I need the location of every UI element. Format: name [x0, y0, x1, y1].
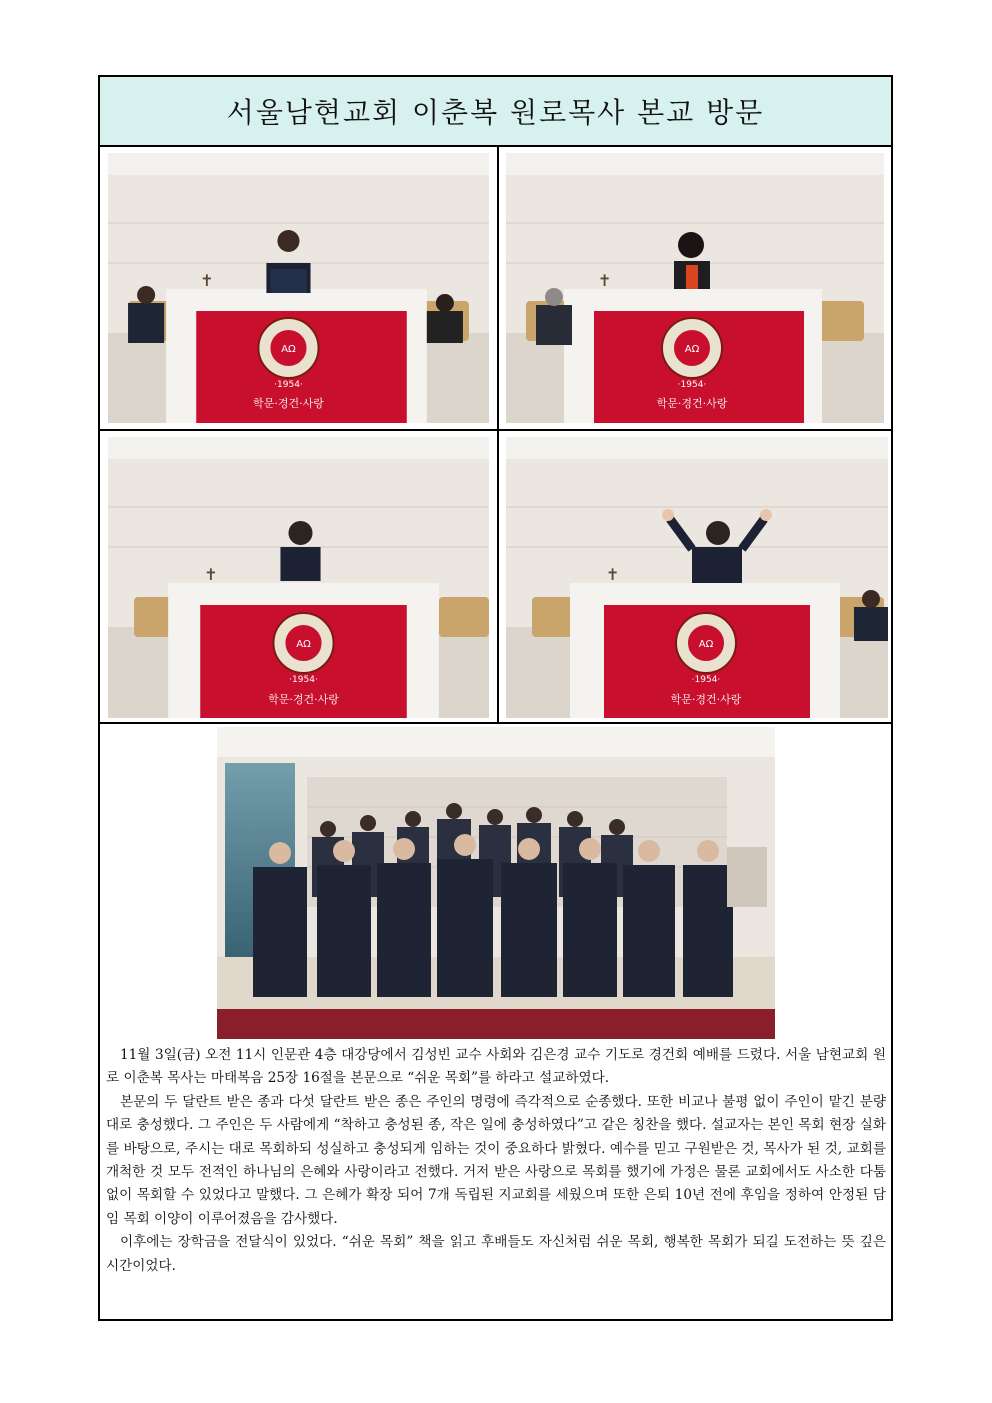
seal-symbol: AΩ	[281, 344, 296, 355]
photo-sermon-guest	[108, 437, 489, 718]
seal-symbol: AΩ	[684, 344, 700, 355]
seal-symbol: AΩ	[698, 639, 714, 650]
svg-text:✝: ✝	[606, 565, 620, 584]
banner-motto: 학문·경건·사랑	[253, 397, 324, 410]
grid-divider	[100, 722, 891, 724]
seal-year: ·1954·	[289, 675, 318, 685]
banner-motto: 학문·경건·사랑	[656, 397, 728, 410]
svg-text:✝: ✝	[200, 271, 214, 290]
paragraph: 이후에는 장학금을 전달식이 있었다. “쉬운 목회” 책을 읽고 후배들도 자신처럼 쉬운 목회, 행복한 목회가 되길 도전하는 뜻 깊은 시간이었다.	[106, 1234, 886, 1274]
grid-divider	[497, 147, 499, 724]
svg-text:✝: ✝	[204, 565, 218, 584]
title-bar	[100, 77, 891, 147]
page-title: 서울남현교회 이춘복 원로목사 본교 방문	[226, 96, 765, 129]
banner-motto: 학문·경건·사랑	[670, 693, 742, 706]
seal-year: ·1954·	[691, 675, 721, 685]
seal-symbol: AΩ	[296, 639, 311, 650]
article-frame	[98, 75, 893, 1321]
paragraph: 11월 3일(금) 오전 11시 인문관 4층 대강당에서 김성빈 교수 사회와 김은경 교수 기도로 경건회 예배를 드렸다. 서울 남현교회 원로 이춘복 목사는 마태복음 25장 16절을 본문으로 “쉬운 목회”를 하라고 설교하였다.	[106, 1047, 886, 1087]
seal-year: ·1954·	[677, 380, 707, 390]
article-body	[106, 1044, 886, 1278]
photo-group	[217, 727, 775, 1039]
photo-benediction	[506, 437, 888, 718]
photo-sermon-leader	[108, 153, 489, 423]
seal-year: ·1954·	[274, 380, 303, 390]
banner-motto: 학문·경건·사랑	[268, 693, 339, 706]
svg-text:✝: ✝	[598, 271, 612, 290]
photo-prayer	[506, 153, 884, 423]
grid-divider	[100, 429, 891, 431]
paragraph: 본문의 두 달란트 받은 종과 다섯 달란트 받은 종은 주인의 명령에 즉각적으로 순종했다. 또한 비교나 불평 없이 주인이 맡긴 분량대로 충성했다. 그 주인은 두 사람에게 “착하고 충성된 종, 작은 일에 충성하였다”고 같은 칭찬을 했다. 설교자는 본인 목회 현장 실화를 바탕으로, 주시는 대로 목회하되 성실하고 충성되게 임하는 것이 중요하다 밝혔다. 예수를 믿고 구원받은 것, 목사가 된 것, 교회를 개척한 것 모두 전적인 하나님의 은혜와 사랑이라고 전했다. 거저 받은 사랑으로 목회를 했기에 가정은 물론 교회에서도 사소한 다툼 없이 목회할 수 있었다고 말했다. 그 은혜가 확장 되어 7개 독립된 지교회를 세웠으며 또한 은퇴 10년 전에 후임을 정하여 안정된 담임 목회 이양이 이루어졌음을 감사했다.	[106, 1093, 886, 1227]
